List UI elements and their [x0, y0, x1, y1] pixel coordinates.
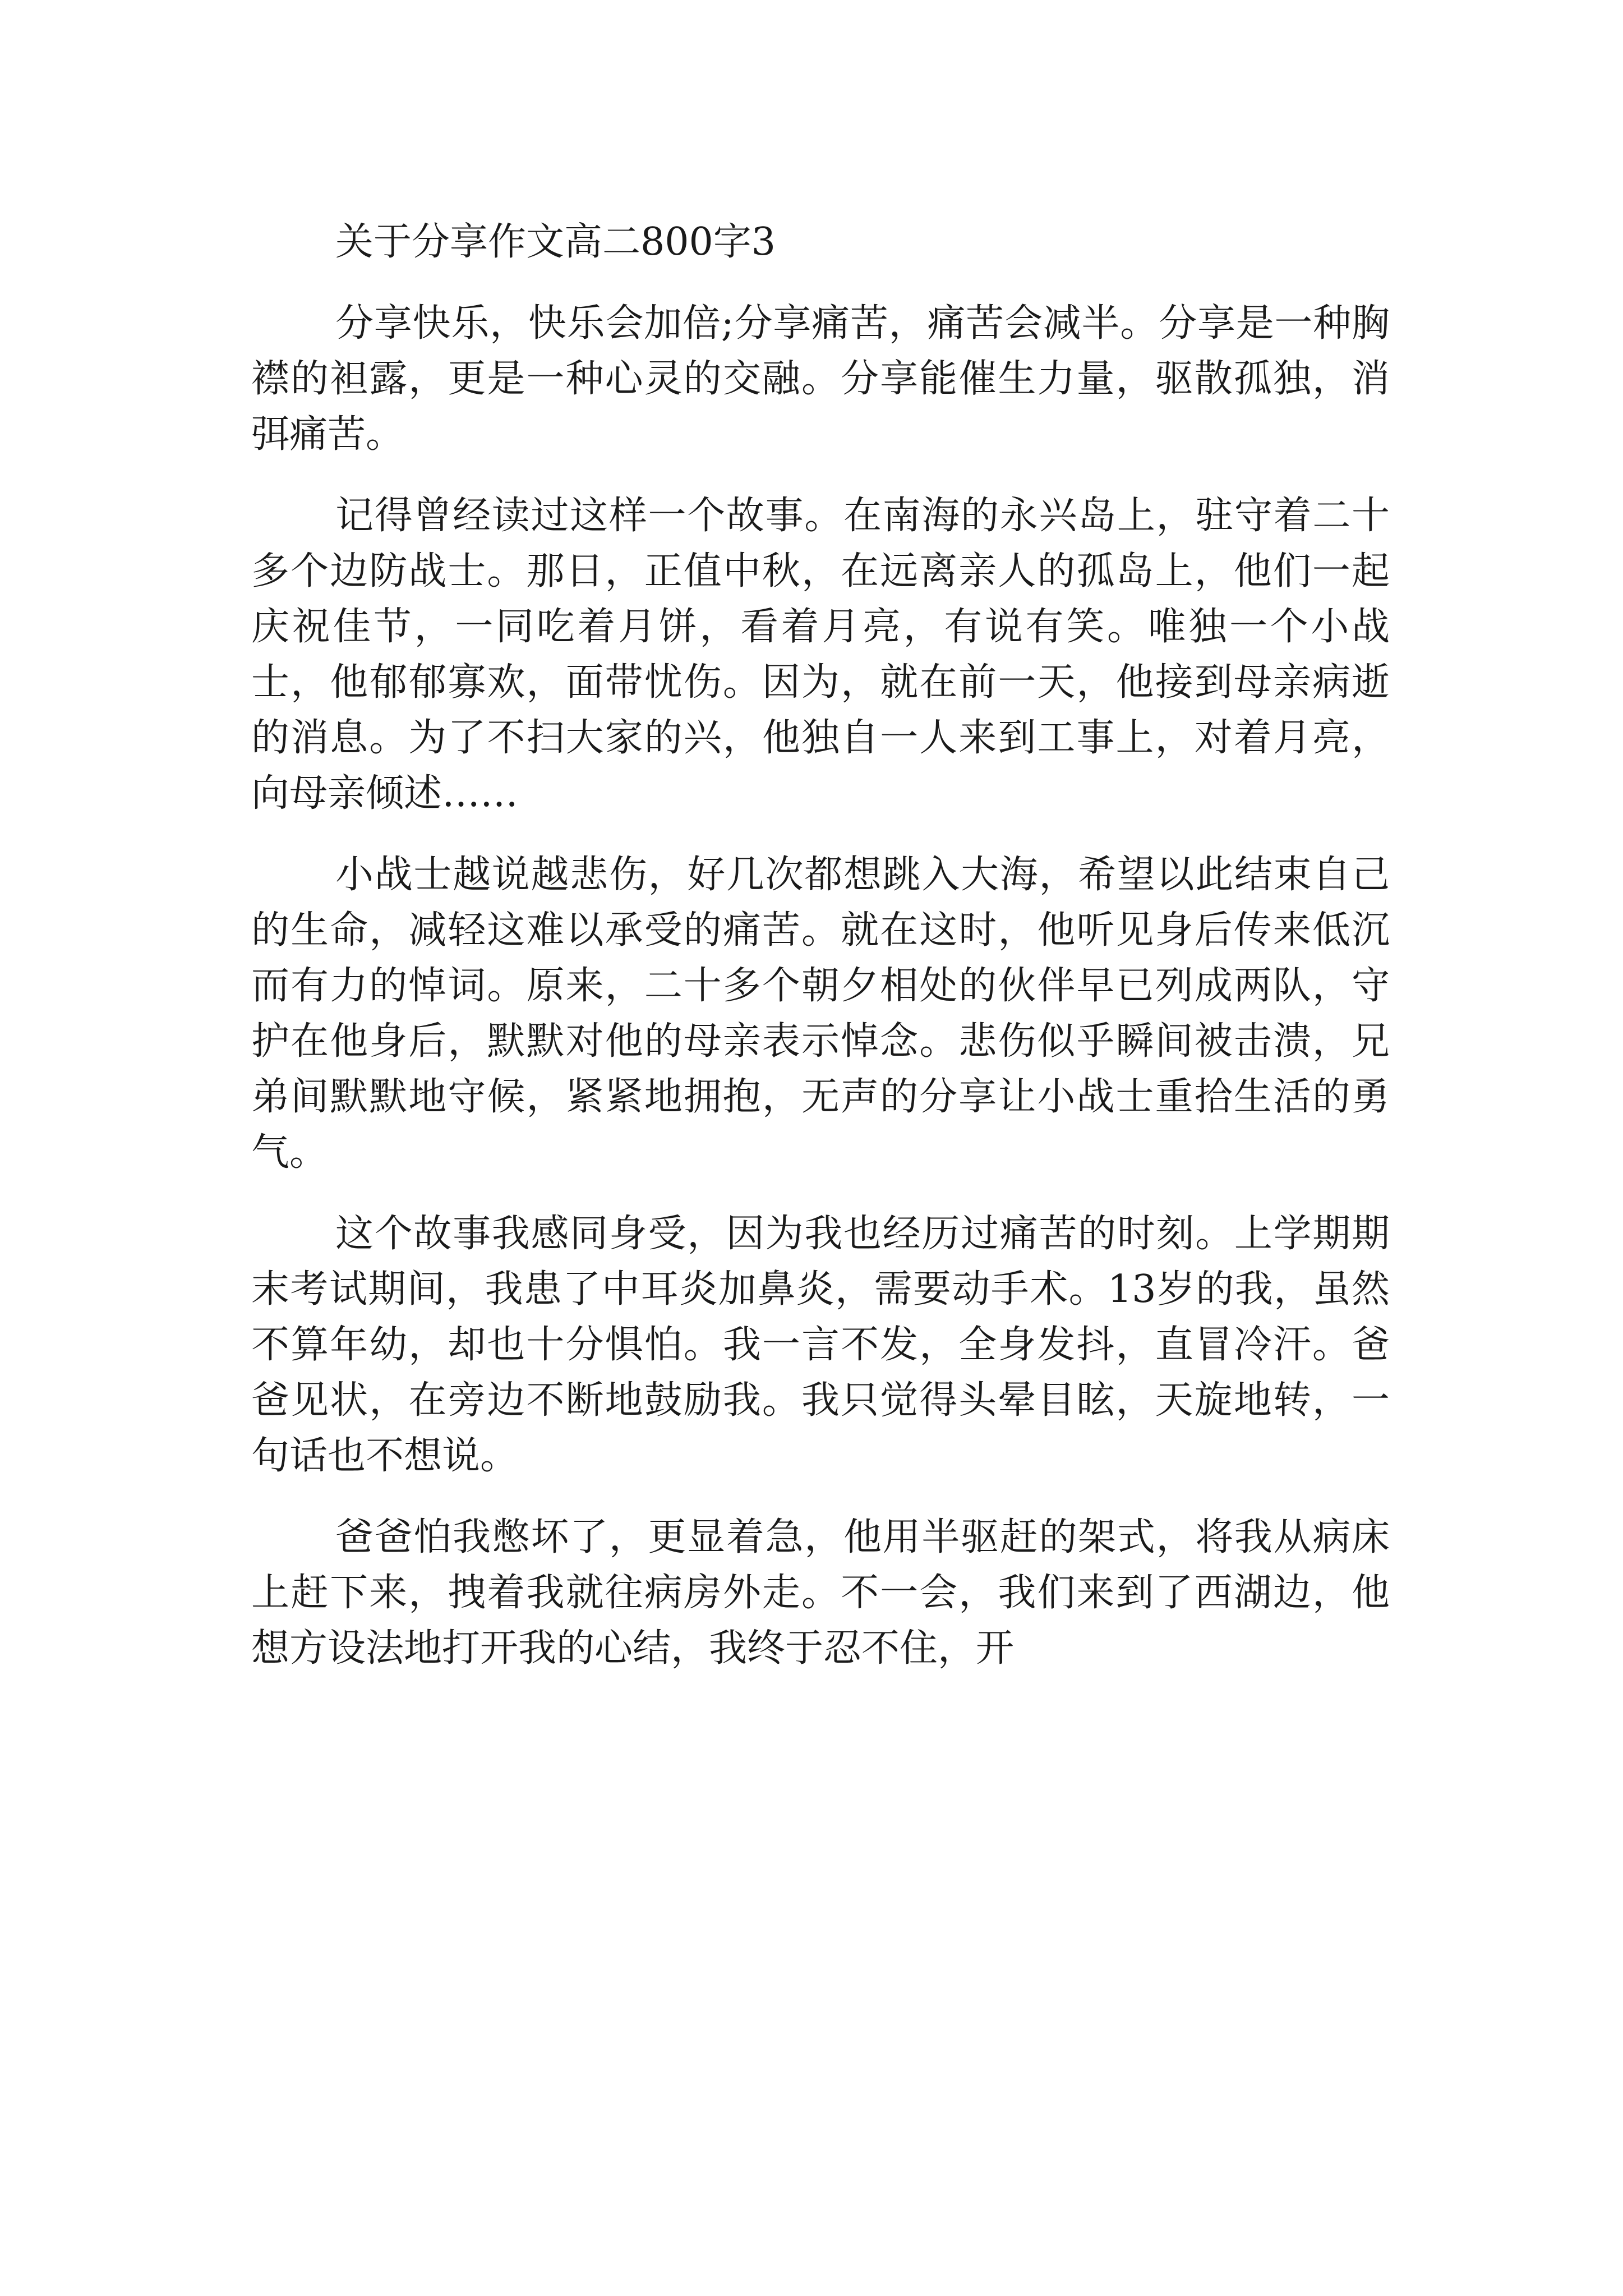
paragraph-4: 这个故事我感同身受，因为我也经历过痛苦的时刻。上学期期末考试期间，我患了中耳炎加鼻炎，需要动手术。13岁的我，虽然不算年幼，却也十分惧怕。我一言不发，全身发抖，直冒冷汗。爸爸见状，在旁边不断地鼓励我。我只觉得头晕目眩，天旋地转，一句话也不想说。: [251, 1212, 1390, 1478]
document-title: 关于分享作文高二800字3: [335, 220, 776, 264]
document-body: [251, 214, 1390, 1702]
paragraph-2: 记得曾经读过这样一个故事。在南海的永兴岛上，驻守着二十多个边防战士。那日，正值中秋，在远离亲人的孤岛上，他们一起庆祝佳节，一同吃着月饼，看着月亮，有说有笑。唯独一个小战士，他郁郁寡欢，面带忧伤。因为，就在前一天，他接到母亲病逝的消息。为了不扫大家的兴，他独自一人来到工事上，对着月亮，向母亲倾述……: [251, 494, 1390, 816]
paragraph-5: 爸爸怕我憋坏了，更显着急，他用半驱赶的架式，将我从病床上赶下来，拽着我就往病房外走。不一会，我们来到了西湖边，他想方设法地打开我的心结，我终于忍不住，开: [251, 1515, 1390, 1671]
paragraph-3: 小战士越说越悲伤，好几次都想跳入大海，希望以此结束自己的生命，减轻这难以承受的痛苦。就在这时，他听见身后传来低沉而有力的悼词。原来，二十多个朝夕相处的伙伴早已列成两队，守护在他身后，默默对他的母亲表示悼念。悲伤似乎瞬间被击溃，兄弟间默默地守候，紧紧地拥抱，无声的分享让小战士重拾生活的勇气。: [251, 853, 1390, 1175]
paragraph-1: 分享快乐，快乐会加倍;分享痛苦，痛苦会减半。分享是一种胸襟的袒露，更是一种心灵的交融。分享能催生力量，驱散孤独，消弭痛苦。: [251, 301, 1390, 457]
